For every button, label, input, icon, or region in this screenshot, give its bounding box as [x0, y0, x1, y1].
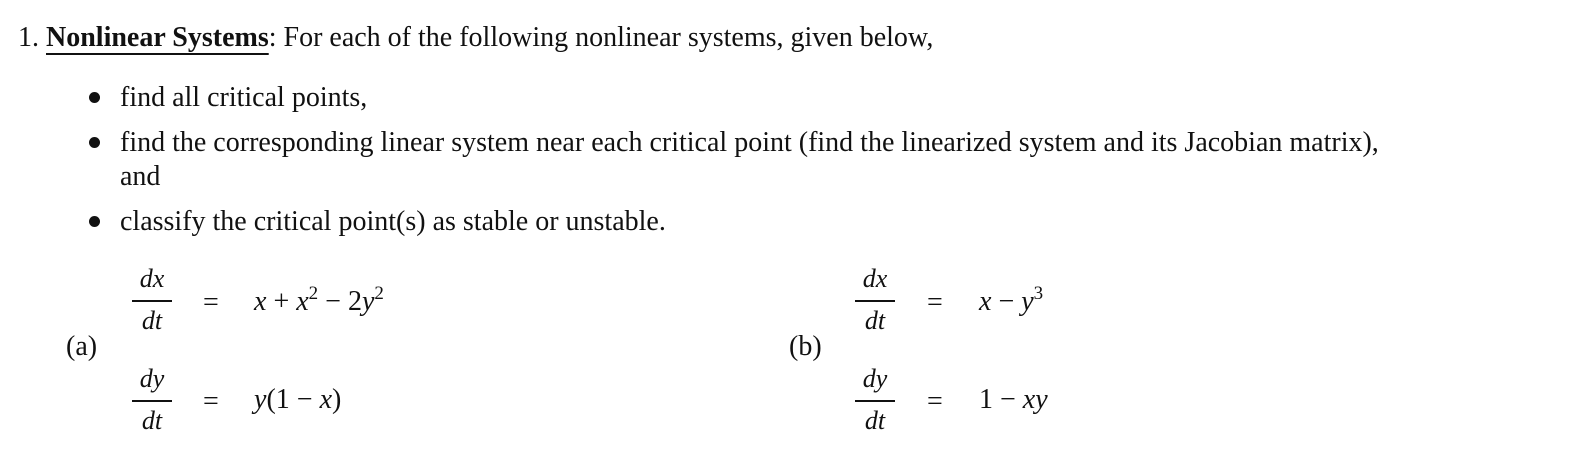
- fraction-numerator: dy: [139, 364, 165, 393]
- part-label-b: (b): [789, 331, 822, 362]
- equals-sign: =: [927, 287, 943, 318]
- problem-intro: : For each of the following nonlinear systems, given below,: [268, 22, 934, 53]
- problem-title: Nonlinear Systems: [46, 22, 269, 53]
- rhs-a-dx: $x + x^2 - 2y^2$: [254, 283, 384, 317]
- derivative-dy-dt: [855, 366, 895, 434]
- fraction-numerator: dy: [862, 364, 888, 393]
- fraction-bar: [855, 300, 895, 302]
- rhs-b-dy: 1 − xy: [979, 384, 1048, 415]
- derivative-dx-dt: [855, 266, 895, 334]
- fraction-denominator: dt: [141, 405, 163, 435]
- task-item-linear-system: find the corresponding linear system near each critical point (find the linearized system and its Jacobian matrix),: [120, 127, 1379, 158]
- fraction-bar: [855, 400, 895, 402]
- bullet-dot: [89, 92, 100, 103]
- fraction-denominator: dt: [864, 405, 886, 435]
- problem-statement: [18, 24, 933, 52]
- equals-sign: =: [203, 287, 219, 318]
- fraction-denominator: dt: [864, 305, 886, 335]
- task-item-linear-system-continuation: and: [120, 161, 161, 192]
- fraction-denominator: dt: [141, 305, 163, 335]
- bullet-dot: [89, 216, 100, 227]
- fraction-numerator: dx: [139, 264, 165, 293]
- fraction-numerator: dx: [862, 264, 888, 293]
- fraction-bar: [132, 300, 172, 302]
- fraction-bar: [132, 400, 172, 402]
- rhs-a-dy: y(1 − x): [254, 384, 342, 415]
- derivative-dy-dt: [132, 366, 172, 434]
- part-label-a: (a): [66, 331, 98, 362]
- problem-number: 1.: [18, 22, 39, 53]
- task-item-find-critical-points: find all critical points,: [120, 82, 368, 113]
- equals-sign: =: [927, 386, 943, 417]
- task-item-classify: classify the critical point(s) as stable or unstable.: [120, 206, 666, 237]
- equals-sign: =: [203, 386, 219, 417]
- bullet-dot: [89, 137, 100, 148]
- derivative-dx-dt: [132, 266, 172, 334]
- rhs-b-dx: $x - y^3$: [979, 283, 1044, 317]
